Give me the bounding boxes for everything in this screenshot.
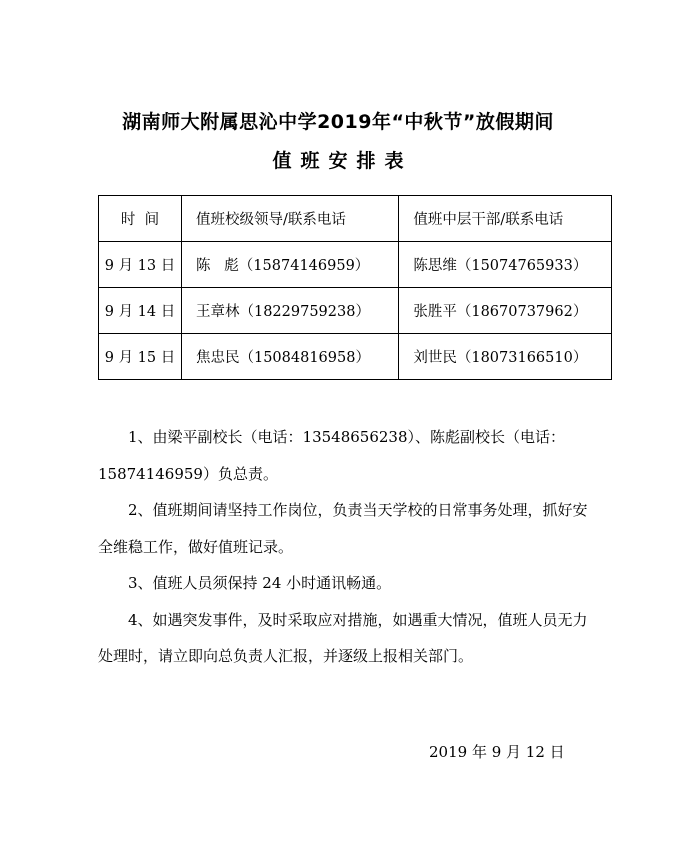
row-leader: 陈 彪（15874146959） [181, 242, 398, 288]
row-date: 9 月 14 日 [99, 288, 182, 334]
row-date: 9 月 15 日 [99, 334, 182, 380]
row-leader: 王章林（18229759238） [181, 288, 398, 334]
header-leader: 值班校级领导/联系电话 [181, 196, 398, 242]
note-item: 4、如遇突发事件，及时采取应对措施，如遇重大情况，值班人员无力处理时，请立即向总负责人汇报，并逐级上报相关部门。 [98, 610, 588, 665]
note-item: 1、由梁平副校长（电话：13548656238）、陈彪副校长（电话：15874146959）负总责。 [98, 428, 566, 483]
row-middle-manager: 陈思维（15074765933） [399, 242, 612, 288]
header-middle-manager: 值班中层干部/联系电话 [399, 196, 612, 242]
table-row [99, 334, 612, 380]
note-item: 2、值班期间请坚持工作岗位，负责当天学校的日常事务处理，抓好安全维稳工作，做好值班记录。 [98, 501, 588, 556]
table-row [99, 288, 612, 334]
duty-schedule-table [98, 195, 612, 380]
row-leader: 焦忠民（15084816958） [181, 334, 398, 380]
document-date: 2019 年 9 月 12 日 [429, 743, 565, 761]
note-item: 3、值班人员须保持 24 小时通讯畅通。 [128, 574, 392, 592]
table-row [99, 242, 612, 288]
row-middle-manager: 张胜平（18670737962） [399, 288, 612, 334]
row-middle-manager: 刘世民（18073166510） [399, 334, 612, 380]
table-header-row [99, 196, 612, 242]
notes-section [98, 419, 588, 675]
document-subtitle: 值班安排表 [272, 150, 413, 172]
header-time: 时 间 [99, 196, 182, 242]
row-date: 9 月 13 日 [99, 242, 182, 288]
document-title: 湖南师大附属思沁中学2019年“中秋节”放假期间 [122, 111, 554, 133]
